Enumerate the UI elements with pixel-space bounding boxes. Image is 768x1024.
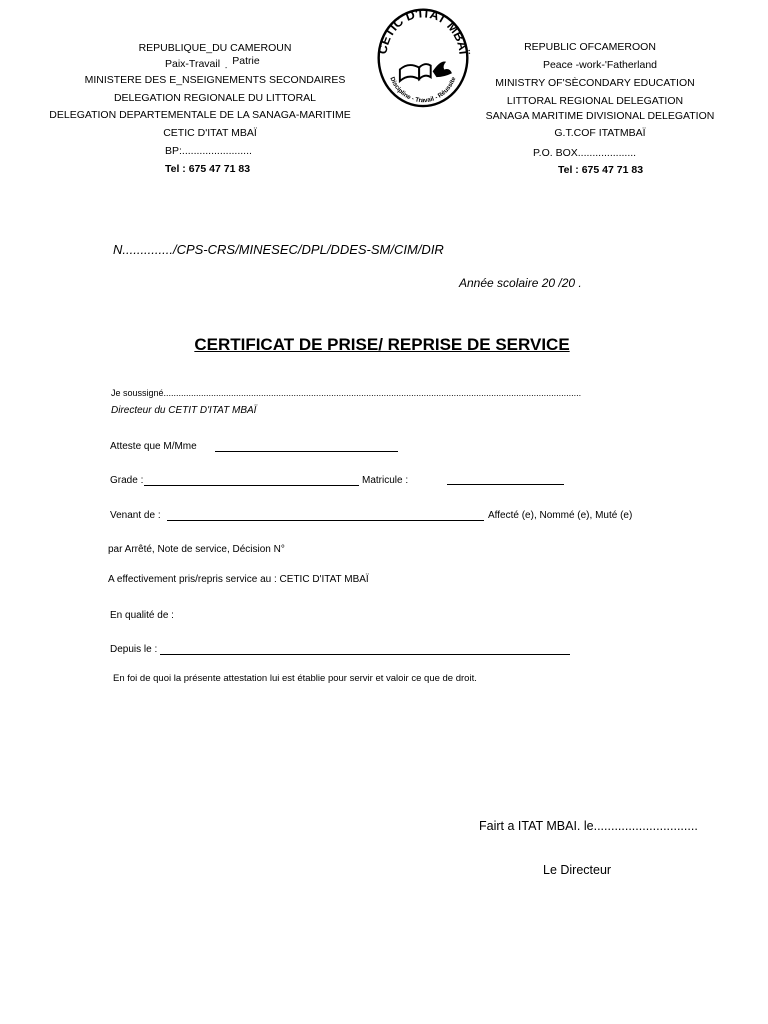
signature-title: Le Directeur bbox=[543, 863, 612, 877]
atteste-row bbox=[110, 441, 197, 452]
header-left-line4: DELEGATION REGIONALE DU LITTORAL bbox=[113, 92, 317, 104]
logo-top-text: CETIC D'ITAT MBAÏ bbox=[375, 6, 471, 56]
motto-part-2: Patrie bbox=[232, 55, 260, 67]
header-left-tel: Tel : 675 47 71 83 bbox=[165, 163, 251, 175]
depuis-label: Depuis le : bbox=[110, 644, 158, 655]
effectivement-line: A effectivement pris/repris service au : CETIC D'ITAT MBAÏ bbox=[108, 574, 369, 585]
atteste-label: Atteste que M/Mme bbox=[110, 441, 197, 452]
atteste-name-field[interactable] bbox=[215, 451, 398, 452]
venant-field[interactable] bbox=[167, 520, 484, 521]
venant-label: Venant de : bbox=[110, 510, 161, 521]
header-left-bp: BP:........................ bbox=[165, 145, 252, 157]
grade-label: Grade : bbox=[110, 475, 144, 486]
grade-field[interactable] bbox=[144, 485, 359, 486]
header-right-line1: REPUBLIC OFCAMEROON bbox=[524, 41, 656, 53]
header-left-motto bbox=[165, 55, 260, 72]
qualite-line: En qualité de : bbox=[110, 610, 174, 621]
header-right-line2: Peace -work-'Fatherland bbox=[542, 59, 658, 71]
header-right-tel: Tel : 675 47 71 83 bbox=[558, 164, 644, 176]
en-foi-line: En foi de quoi la présente attestation lui est établie pour servir et valoir ce que de droit. bbox=[113, 673, 477, 684]
affecte-label: Affecté (e), Nommé (e), Muté (e) bbox=[488, 510, 633, 521]
header-right-line4: LITTORAL REGIONAL DELEGATION bbox=[506, 95, 684, 107]
header-right-line6: G.T.COF ITATMBAÏ bbox=[554, 127, 646, 139]
reference-number: N............../CPS-CRS/MINESEC/DPL/DDES-SM/CIM/DIR bbox=[113, 242, 444, 257]
header-right-line5: SANAGA MARITIME DIVISIONAL DELEGATION bbox=[485, 110, 715, 122]
header-left-line1: REPUBLIQUE_DU CAMEROUN bbox=[138, 42, 292, 54]
soussigne-line: Je soussigné....................................................................................................................................................................... bbox=[111, 388, 582, 398]
matricule-field[interactable] bbox=[447, 484, 564, 485]
matricule-label: Matricule : bbox=[362, 475, 409, 486]
document-title: CERTIFICAT DE PRISE/ REPRISE DE SERVICE bbox=[194, 335, 570, 354]
header-left-line3: MINISTERE DES E_NSEIGNEMENTS SECONDAIRES bbox=[84, 74, 346, 86]
depuis-field[interactable] bbox=[160, 654, 570, 655]
fait-a-line: Fairt a ITAT MBAI. le.............................. bbox=[479, 819, 698, 833]
directeur-line: Directeur du CETIT D'ITAT MBAÏ bbox=[111, 405, 257, 416]
header-left-line6: CETIC D'ITAT MBAÏ bbox=[163, 127, 257, 139]
school-logo-seal bbox=[374, 2, 472, 108]
header-left-line5: DELEGATION DEPARTEMENTALE DE LA SANAGA-MARITIME bbox=[49, 109, 351, 121]
header-right-box: P.O. BOX.................... bbox=[533, 147, 637, 159]
arrete-line: par Arrêté, Note de service, Décision N° bbox=[108, 544, 285, 555]
header-right-line3: MINISTRY OF'SÈCONDARY EDUCATION bbox=[495, 77, 695, 89]
motto-part-1: Paix-Travail bbox=[165, 58, 221, 70]
school-year: Année scolaire 20 /20 . bbox=[459, 276, 582, 290]
motto-separator: - bbox=[224, 65, 228, 72]
logo-bottom-text: Discipline - Travail - Réussite bbox=[388, 76, 458, 105]
